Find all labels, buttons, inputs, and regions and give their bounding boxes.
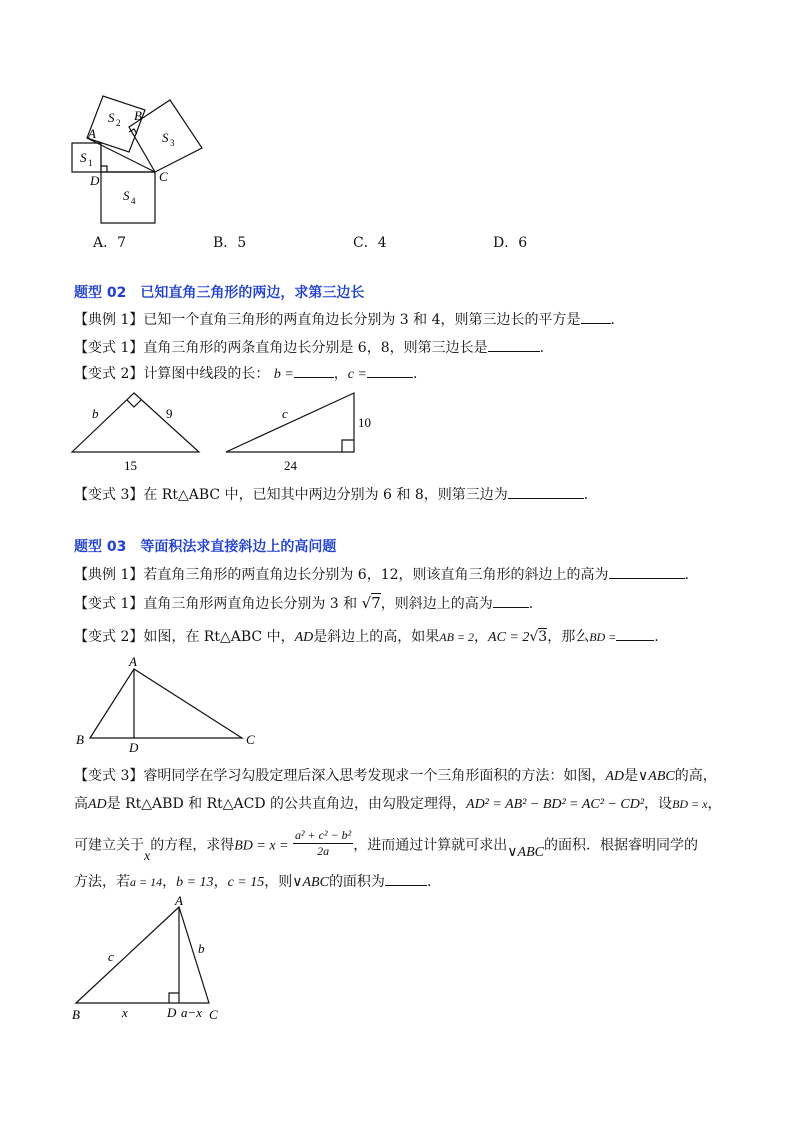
label-s2: S — [108, 110, 115, 125]
triangle-abc — [76, 907, 209, 1003]
label-s4: S — [123, 188, 130, 203]
section02-variant-1: 【变式 1】直角三角形的两条直角边长分别是 6，8，则第三边长是 . — [74, 337, 544, 358]
option-b[interactable]: B．5 — [213, 235, 247, 251]
label-c: C — [246, 732, 255, 747]
answer-blank[interactable] — [385, 871, 427, 886]
section-02-heading: 题型 02 已知直角三角形的两边，求第三边长 — [74, 285, 365, 301]
label-b: B — [76, 732, 84, 747]
label-15: 15 — [124, 458, 137, 473]
section03-variant-3-line-4: 方法，若a = 14，b = 13，c = 15，则∨ABC的面积为 . — [74, 871, 431, 893]
section02-example-1: 【典例 1】已知一个直角三角形的两直角边长分别为 3 和 4，则第三边长的平方是 . — [74, 309, 615, 330]
label-d: D — [90, 173, 100, 188]
label-24: 24 — [284, 458, 297, 473]
label-s4-sub: 4 — [131, 196, 136, 206]
label-b: b — [92, 406, 99, 421]
answer-blank[interactable] — [493, 593, 529, 608]
triangle-abc — [90, 669, 242, 738]
section03-variant-1: 【变式 1】直角三角形两直角边长分别为 3 和 √7，则斜边上的高为 . — [74, 594, 534, 612]
label-10: 10 — [358, 415, 371, 430]
label-a-minus-x: a−x — [181, 1005, 203, 1020]
label-a: A — [88, 126, 96, 141]
section-03-heading: 题型 03 等面积法求直接斜边上的高问题 — [74, 539, 337, 555]
label-c-side: c — [108, 949, 114, 964]
answer-blank[interactable] — [616, 626, 654, 641]
label-d: D — [129, 740, 139, 755]
label-s1-sub: 1 — [88, 158, 93, 168]
label-9: 9 — [166, 406, 173, 421]
label-s3: S — [162, 130, 169, 145]
label-c: C — [209, 1007, 218, 1022]
section02-variant-3: 【变式 3】在 Rt△ABC 中，已知其中两边分别为 6 和 8，则第三边为 . — [74, 484, 588, 505]
section02-variant-2: 【变式 2】计算图中线段的长： b = ，c = . — [74, 363, 417, 385]
right-triangle-figures — [64, 385, 394, 475]
label-c: C — [159, 169, 168, 184]
section03-example-1: 【典例 1】若直角三角形的两直角边长分别为 6，12，则该直角三角形的斜边上的高为 . — [74, 564, 689, 585]
label-b: B — [134, 108, 142, 123]
label-a: A — [175, 893, 183, 908]
section03-variant-3-line-1: 【变式 3】睿明同学在学习勾股定理后深入思考发现求一个三角形面积的方法：如图，AD是∨ABC的高， — [74, 768, 717, 784]
answer-blank[interactable] — [581, 309, 611, 324]
label-s3-sub: 3 — [170, 138, 175, 148]
triangle-right — [226, 393, 354, 452]
pythagoras-squares-figure — [60, 78, 240, 238]
answer-blank[interactable] — [508, 484, 584, 499]
section03-variant-3-line-3: 可建立关于x的方程，求得BD = x = $\frac{\text{a² + c² − b²}}{2a}$ ，进而通过计算就可求出∨ABC的面积．根据睿明同学的 — [74, 828, 698, 864]
answer-blank-c[interactable] — [367, 363, 413, 378]
label-b: B — [72, 1007, 80, 1022]
label-b-side: b — [198, 941, 205, 956]
square-s1 — [72, 143, 101, 172]
label-d: D — [167, 1005, 177, 1020]
option-d[interactable]: D．6 — [493, 235, 528, 251]
fraction: $\frac{\text{a² + c² − b²}}{2a}$ — [294, 828, 352, 858]
section03-variant-2: 【变式 2】如图，在 Rt△ABC 中，AD是斜边上的高，如果AB = 2，AC = 2√3，那么BD = . — [74, 626, 659, 648]
option-a[interactable]: A．7 — [93, 235, 127, 251]
label-c: c — [282, 406, 288, 421]
altitude-triangle-figure — [72, 652, 272, 757]
triangle-left — [72, 393, 199, 452]
section03-variant-3-line-2: 高AD是 Rt△ABD 和 Rt△ACD 的公共直角边，由勾股定理得，AD² = AB² − BD² = AC² − CD²，设BD = x， — [74, 796, 722, 812]
label-x: x — [122, 1005, 128, 1020]
option-c[interactable]: C．4 — [353, 235, 387, 251]
answer-blank[interactable] — [488, 337, 540, 352]
label-s2-sub: 2 — [116, 118, 121, 128]
answer-blank-b[interactable] — [294, 363, 334, 378]
general-triangle-figure — [64, 893, 234, 1023]
label-s1: S — [80, 150, 87, 165]
label-a: A — [129, 654, 137, 669]
answer-blank[interactable] — [609, 564, 685, 579]
